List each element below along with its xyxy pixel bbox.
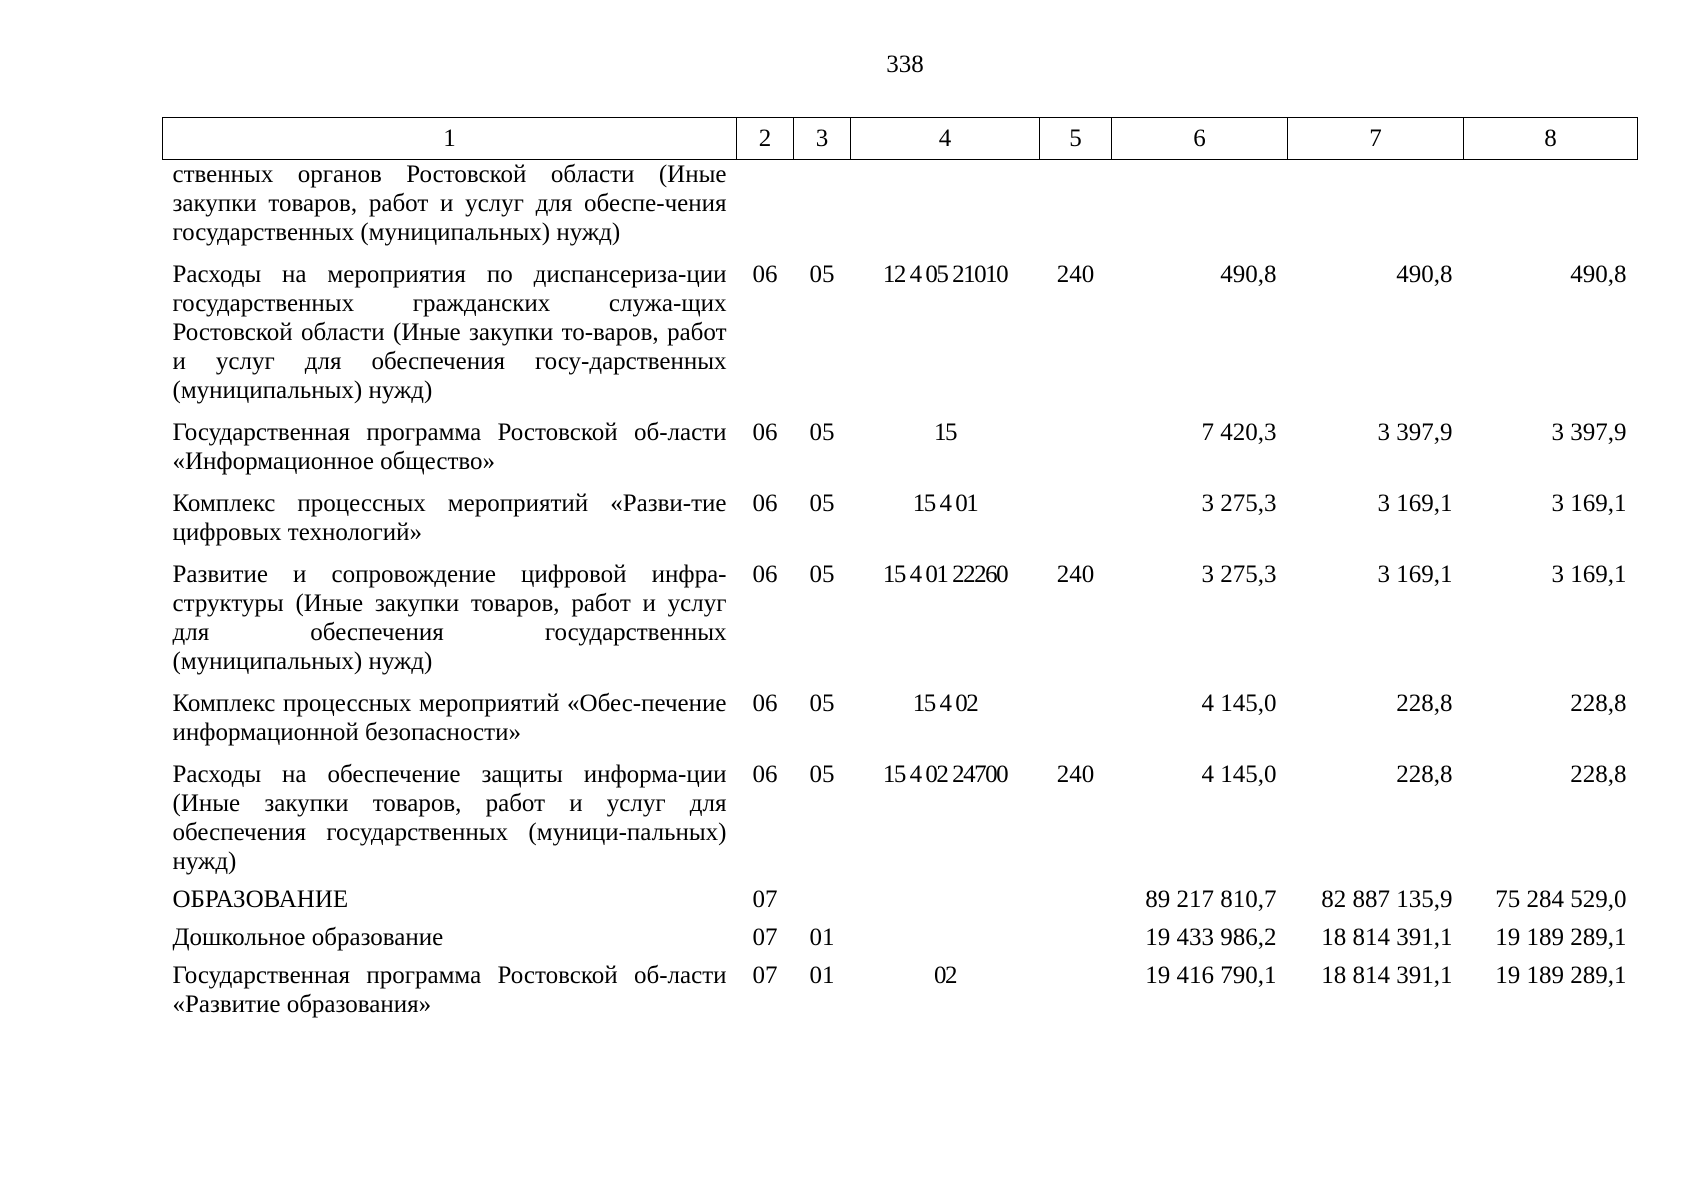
row-description: ственных органов Ростовской области (Иные закупки товаров, работ и услуг для обеспе-чения государственных (муниципальных) нужд): [172, 161, 727, 246]
target-article-code: 12 4 05 21010: [882, 261, 1008, 288]
subsection-code: 05: [809, 561, 835, 588]
expense-type-code: [1040, 489, 1112, 560]
subsection-code: [794, 160, 851, 261]
expense-type-code: [1040, 418, 1112, 489]
table-row: [163, 760, 1638, 885]
amount-col-7: [1288, 160, 1464, 261]
section-code: 06: [752, 761, 778, 788]
subsection-code: 05: [809, 690, 835, 717]
column-header-4: 4: [851, 118, 1040, 160]
target-article-code: 15 4 01: [912, 490, 978, 517]
amount-col-7: 3 169,1: [1377, 490, 1453, 517]
row-description: Комплекс процессных мероприятий «Разви-тие цифровых технологий»: [172, 490, 727, 546]
section-code: 06: [752, 561, 778, 588]
target-article-code: [851, 923, 1040, 961]
expense-type-code: [1040, 961, 1112, 1032]
amount-col-8: 3 169,1: [1551, 490, 1627, 517]
row-description: ОБРАЗОВАНИЕ: [172, 886, 349, 913]
expense-type-code: [1040, 923, 1112, 961]
target-article-code: [851, 160, 1040, 261]
row-description: Расходы на мероприятия по диспансериза-ции государственных гражданских служа-щих Ростовской области (Иные закупки то-варов, работ и услуг для обеспечения госу-дарственных (муниципальных) нужд): [172, 261, 727, 404]
target-article-code: 15 4 01 22260: [882, 561, 1008, 588]
amount-col-6: 4 145,0: [1201, 690, 1277, 717]
amount-col-8: 228,8: [1570, 690, 1627, 717]
page-number: 338: [886, 51, 924, 78]
section-code: 07: [752, 962, 778, 989]
amount-col-8: 19 189 289,1: [1495, 924, 1627, 951]
amount-col-8: 75 284 529,0: [1495, 886, 1627, 913]
section-code: 06: [752, 261, 778, 288]
amount-col-8: 19 189 289,1: [1495, 962, 1627, 989]
amount-col-6: 19 416 790,1: [1145, 962, 1277, 989]
target-article-code: [851, 885, 1040, 923]
amount-col-6: 3 275,3: [1201, 561, 1277, 588]
section-code: [737, 160, 794, 261]
amount-col-7: 228,8: [1396, 761, 1453, 788]
amount-col-6: 7 420,3: [1201, 419, 1277, 446]
amount-col-8: [1464, 160, 1638, 261]
table-row: [163, 689, 1638, 760]
table-row: [163, 961, 1638, 1032]
table-row: [163, 885, 1638, 923]
row-description: Развитие и сопровождение цифровой инфра-структуры (Иные закупки товаров, работ и услуг для обеспечения государственных (муниципальных) нужд): [172, 561, 727, 675]
amount-col-7: 82 887 135,9: [1321, 886, 1453, 913]
row-description: Комплекс процессных мероприятий «Обес-печение информационной безопасности»: [172, 690, 727, 746]
subsection-code: 01: [809, 962, 835, 989]
subsection-code: 05: [809, 419, 835, 446]
table-header: [163, 118, 1638, 160]
row-description: Дошкольное образование: [172, 924, 444, 951]
target-article-code: 02: [934, 962, 956, 989]
amount-col-6: 3 275,3: [1201, 490, 1277, 517]
amount-col-6: 4 145,0: [1201, 761, 1277, 788]
amount-col-8: 228,8: [1570, 761, 1627, 788]
amount-col-7: 3 169,1: [1377, 561, 1453, 588]
table-body: [163, 160, 1638, 1033]
column-header-7: 7: [1288, 118, 1464, 160]
amount-col-6: [1112, 160, 1288, 261]
budget-table: [162, 117, 1638, 1032]
section-code: 07: [752, 924, 778, 951]
table-row: [163, 418, 1638, 489]
target-article-code: 15 4 02 24700: [882, 761, 1008, 788]
expense-type-code: [1040, 689, 1112, 760]
table-row: [163, 260, 1638, 418]
table-row: [163, 160, 1638, 261]
table-row: [163, 560, 1638, 689]
table-row: [163, 923, 1638, 961]
amount-col-7: 490,8: [1396, 261, 1453, 288]
amount-col-6: 490,8: [1220, 261, 1277, 288]
subsection-code: 05: [809, 490, 835, 517]
amount-col-8: 490,8: [1570, 261, 1627, 288]
expense-type-code: [1040, 160, 1112, 261]
target-article-code: 15: [934, 419, 956, 446]
amount-col-7: 228,8: [1396, 690, 1453, 717]
expense-type-code: 240: [1056, 561, 1095, 588]
subsection-code: [794, 885, 851, 923]
amount-col-6: 19 433 986,2: [1145, 924, 1277, 951]
subsection-code: 01: [809, 924, 835, 951]
amount-col-6: 89 217 810,7: [1145, 886, 1277, 913]
row-description: Государственная программа Ростовской об-ласти «Развитие образования»: [172, 962, 727, 1018]
column-header-2: 2: [737, 118, 794, 160]
row-description: Государственная программа Ростовской об-ласти «Информационное общество»: [172, 419, 727, 475]
amount-col-7: 3 397,9: [1377, 419, 1453, 446]
section-code: 06: [752, 419, 778, 446]
column-header-1: 1: [163, 118, 737, 160]
expense-type-code: 240: [1056, 761, 1095, 788]
amount-col-8: 3 397,9: [1551, 419, 1627, 446]
amount-col-8: 3 169,1: [1551, 561, 1627, 588]
column-header-6: 6: [1112, 118, 1288, 160]
expense-type-code: [1040, 885, 1112, 923]
subsection-code: 05: [809, 261, 835, 288]
subsection-code: 05: [809, 761, 835, 788]
column-header-3: 3: [794, 118, 851, 160]
header-row: [163, 118, 1638, 160]
table-row: [163, 489, 1638, 560]
column-header-5: 5: [1040, 118, 1112, 160]
amount-col-7: 18 814 391,1: [1321, 924, 1453, 951]
amount-col-7: 18 814 391,1: [1321, 962, 1453, 989]
section-code: 06: [752, 490, 778, 517]
section-code: 07: [752, 886, 778, 913]
row-description: Расходы на обеспечение защиты информа-ции (Иные закупки товаров, работ и услуг для обеспечения государственных (муници-пальных) нужд): [172, 761, 727, 875]
target-article-code: 15 4 02: [912, 690, 978, 717]
section-code: 06: [752, 690, 778, 717]
expense-type-code: 240: [1056, 261, 1095, 288]
column-header-8: 8: [1464, 118, 1638, 160]
